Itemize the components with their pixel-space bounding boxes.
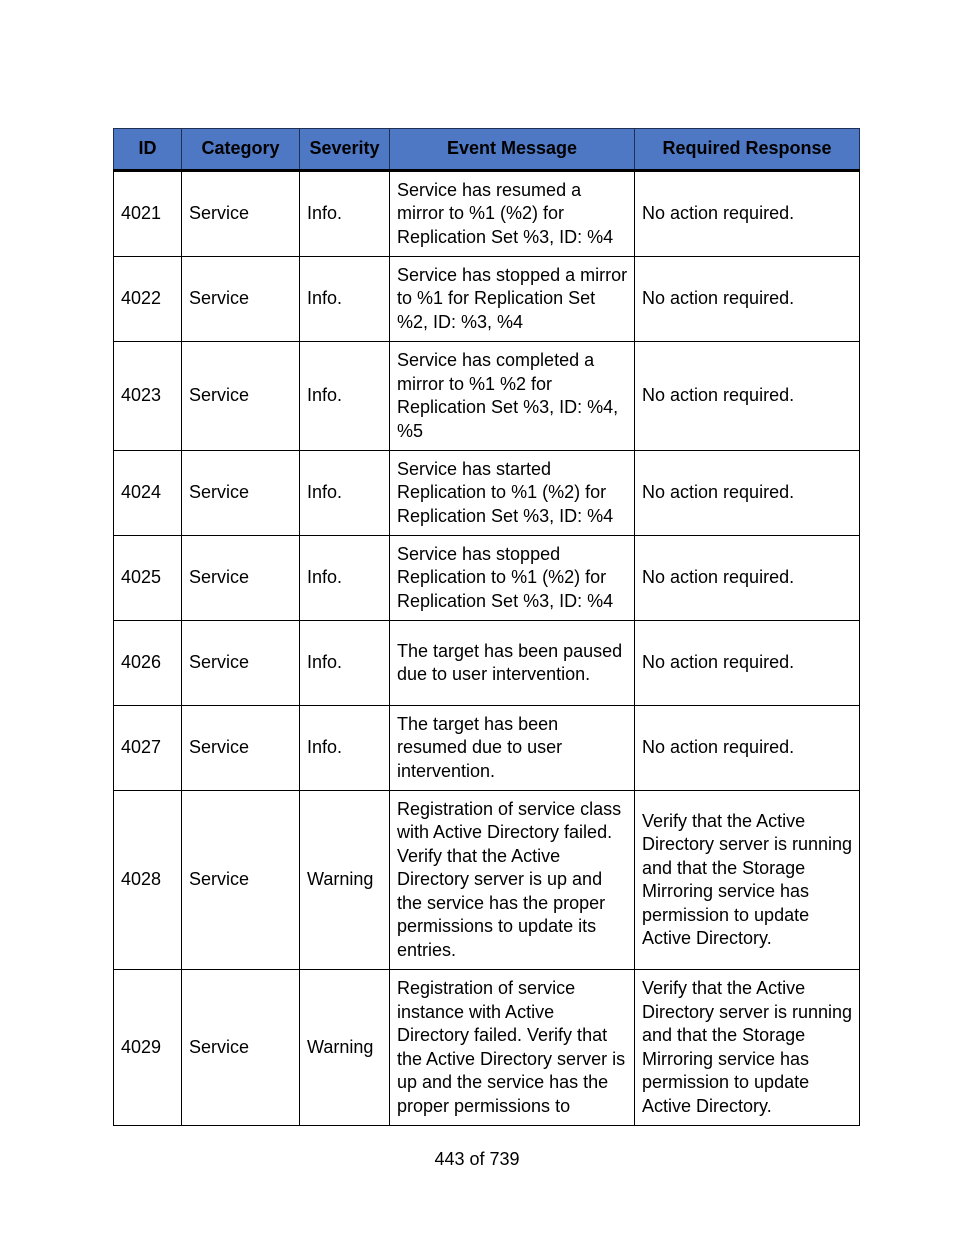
cell-event-message: Registration of service class with Active Directory failed. Verify that the Active Directory server is up and the service has the proper permissions to update its entries. [390,791,635,970]
cell-category: Service [182,791,300,970]
table-row [114,342,860,451]
cell-event-message: Service has stopped Replication to %1 (%2) for Replication Set %3, ID: %4 [390,536,635,621]
header-row [114,129,860,171]
cell-required-response: Verify that the Active Directory server is running and that the Storage Mirroring service has permission to update Active Directory. [635,970,860,1126]
table-row [114,621,860,706]
cell-severity: Warning [300,791,390,970]
table-row [114,706,860,791]
cell-category: Service [182,451,300,536]
header-required-response: Required Response [635,129,860,171]
table-row [114,257,860,342]
cell-category: Service [182,171,300,257]
table-row [114,791,860,970]
cell-severity: Warning [300,970,390,1126]
header-severity: Severity [300,129,390,171]
cell-required-response: No action required. [635,451,860,536]
header-category: Category [182,129,300,171]
cell-id: 4026 [114,621,182,706]
cell-required-response: Verify that the Active Directory server is running and that the Storage Mirroring service has permission to update Active Directory. [635,791,860,970]
cell-severity: Info. [300,257,390,342]
table-row [114,536,860,621]
cell-id: 4021 [114,171,182,257]
cell-category: Service [182,536,300,621]
cell-id: 4022 [114,257,182,342]
cell-event-message: Service has resumed a mirror to %1 (%2) for Replication Set %3, ID: %4 [390,171,635,257]
cell-event-message: Service has started Replication to %1 (%2) for Replication Set %3, ID: %4 [390,451,635,536]
cell-category: Service [182,706,300,791]
cell-category: Service [182,621,300,706]
table-row [114,171,860,257]
cell-severity: Info. [300,451,390,536]
event-table [113,128,860,1126]
cell-severity: Info. [300,171,390,257]
cell-id: 4023 [114,342,182,451]
cell-required-response: No action required. [635,706,860,791]
cell-severity: Info. [300,706,390,791]
cell-event-message: Service has completed a mirror to %1 %2 for Replication Set %3, ID: %4, %5 [390,342,635,451]
cell-required-response: No action required. [635,257,860,342]
table-body [114,171,860,1126]
cell-id: 4028 [114,791,182,970]
cell-category: Service [182,970,300,1126]
table-header [114,129,860,171]
table-row [114,451,860,536]
cell-event-message: The target has been resumed due to user intervention. [390,706,635,791]
cell-id: 4024 [114,451,182,536]
header-id: ID [114,129,182,171]
cell-required-response: No action required. [635,536,860,621]
cell-id: 4029 [114,970,182,1126]
cell-required-response: No action required. [635,171,860,257]
cell-event-message: The target has been paused due to user intervention. [390,621,635,706]
cell-id: 4025 [114,536,182,621]
cell-event-message: Service has stopped a mirror to %1 for Replication Set %2, ID: %3, %4 [390,257,635,342]
cell-category: Service [182,342,300,451]
cell-category: Service [182,257,300,342]
cell-id: 4027 [114,706,182,791]
cell-event-message: Registration of service instance with Active Directory failed. Verify that the Active Directory server is up and the service has the proper permissions to [390,970,635,1126]
cell-required-response: No action required. [635,621,860,706]
cell-severity: Info. [300,342,390,451]
page-number: 443 of 739 [434,1149,520,1169]
header-event-message: Event Message [390,129,635,171]
cell-severity: Info. [300,536,390,621]
table-row [114,970,860,1126]
cell-severity: Info. [300,621,390,706]
cell-required-response: No action required. [635,342,860,451]
